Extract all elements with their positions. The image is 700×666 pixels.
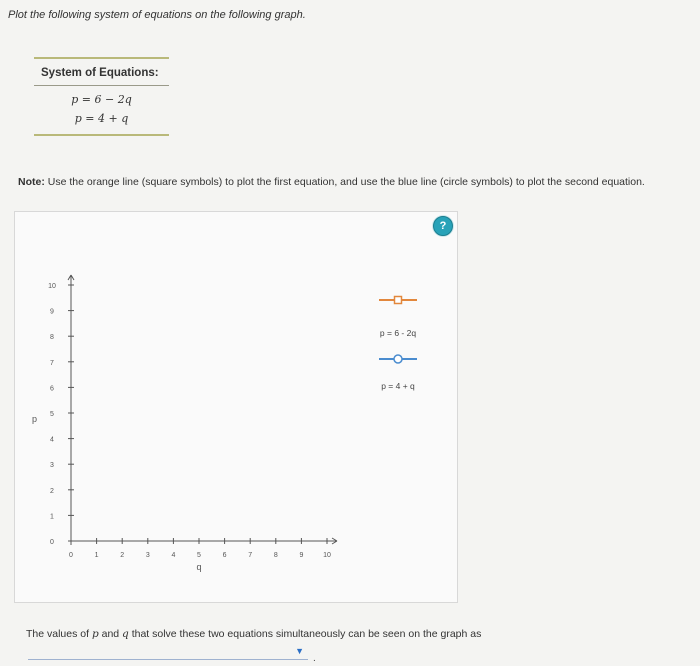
legend-series-2-label: p = 4 + q — [381, 381, 415, 391]
axes — [68, 275, 337, 545]
y-tick-label: 1 — [50, 513, 54, 521]
x-tick-label: 9 — [299, 552, 304, 559]
x-tick-label: 3 — [145, 552, 150, 559]
x-tick-label: 0 — [69, 552, 73, 559]
legend-series-1[interactable] — [379, 297, 417, 339]
x-tick-label: 6 — [222, 552, 227, 559]
equation-1: p = 6 − 2q — [71, 93, 132, 106]
answer-suffix: that solve these two equations simultaneously can be seen on the graph as — [128, 628, 482, 640]
x-tick-label: 2 — [120, 552, 125, 559]
instruction-text: Plot the following system of equations on the following graph. — [8, 9, 306, 21]
tick-labels — [48, 283, 331, 559]
x-tick-label: 1 — [94, 552, 99, 559]
x-tick-label: 4 — [171, 552, 176, 559]
equation-2: p = 4 + q — [74, 112, 129, 125]
y-tick-label: 5 — [50, 411, 54, 418]
y-tick-label: 3 — [50, 462, 54, 470]
note-label: Note: — [18, 176, 45, 188]
x-axis-label: q — [196, 562, 202, 572]
x-tick-label: 5 — [197, 552, 201, 559]
y-tick-label: 8 — [50, 334, 54, 342]
period-text: . — [313, 653, 316, 664]
y-tick-label: 6 — [50, 385, 54, 393]
note-text: Use the orange line (square symbols) to plot the first equation, and use the blue line (circle symbols) to plot the second equation. — [47, 176, 645, 188]
y-tick-label: 10 — [48, 283, 56, 290]
equations-title: System of Equations: — [41, 67, 159, 79]
answer-middle: and — [98, 628, 123, 640]
y-tick-label: 4 — [50, 436, 54, 444]
legend-series-1-label: p = 6 - 2q — [379, 328, 417, 338]
answer-var-p: p — [91, 628, 99, 640]
x-tick-label: 7 — [248, 552, 253, 559]
y-tick-label: 2 — [50, 487, 54, 495]
y-tick-label: 0 — [50, 539, 54, 546]
y-tick-label: 9 — [50, 308, 54, 316]
answer-dropdown[interactable] — [28, 644, 308, 660]
x-tick-label: 10 — [323, 552, 331, 559]
answer-prompt — [26, 628, 481, 640]
answer-var-q: q — [122, 628, 129, 640]
answer-prefix: The values of — [26, 628, 92, 640]
y-tick-label: 7 — [50, 359, 54, 367]
chevron-down-icon[interactable]: ▼ — [295, 646, 304, 656]
legend-series-2[interactable] — [379, 355, 417, 391]
help-button[interactable]: ? — [433, 216, 453, 236]
y-axis-label: p — [32, 414, 38, 424]
legend-square-marker[interactable] — [395, 297, 402, 304]
x-tick-label: 8 — [273, 552, 278, 559]
legend-circle-marker[interactable] — [394, 355, 402, 363]
